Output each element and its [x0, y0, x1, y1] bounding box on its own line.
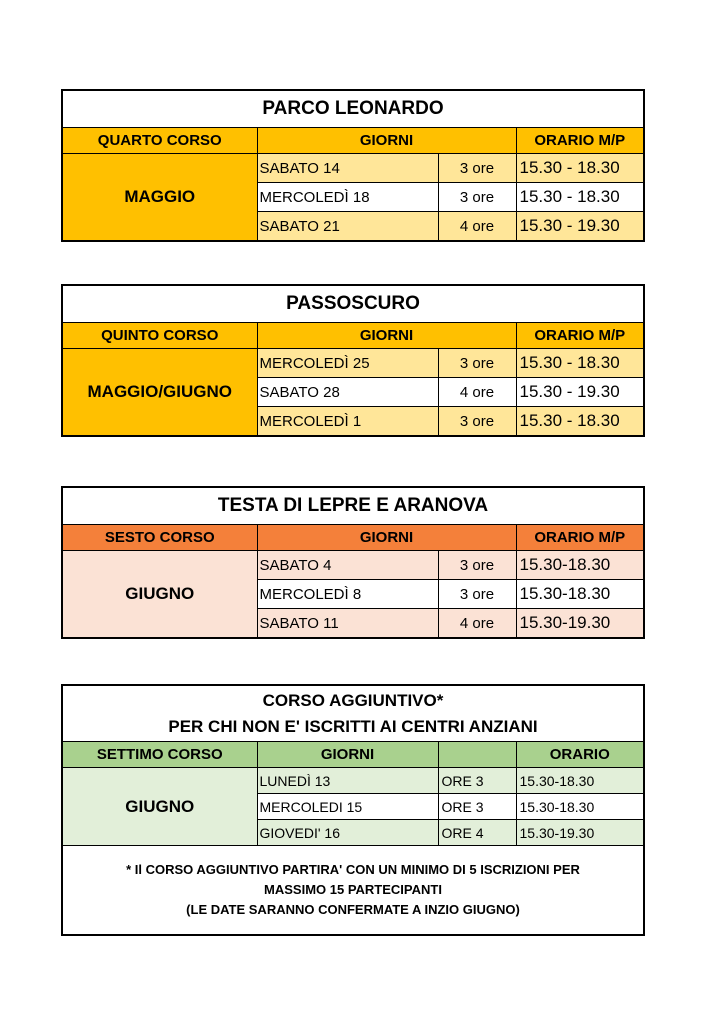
time-header: ORARIO M/P: [516, 128, 644, 154]
schedule-parco-leonardo: [61, 89, 643, 242]
day-cell: MERCOLEDÌ 8: [257, 580, 438, 609]
days-header: GIORNI: [257, 128, 516, 154]
day-cell: SABATO 28: [257, 378, 438, 407]
day-cell: LUNEDÌ 13: [257, 768, 438, 794]
hours-cell: 3 ore: [438, 407, 516, 437]
day-cell: MERCOLEDÌ 1: [257, 407, 438, 437]
hours-cell: ORE 4: [438, 820, 516, 846]
hours-cell: 3 ore: [438, 183, 516, 212]
schedule-testa-di-lepre: [61, 486, 643, 639]
footnote-line-3: (LE DATE SARANNO CONFERMATE A INZIO GIUGNO): [186, 902, 520, 917]
time-header: ORARIO M/P: [516, 323, 644, 349]
schedule-passoscuro: [61, 284, 643, 437]
hours-cell: ORE 3: [438, 794, 516, 820]
time-cell: 15.30 - 19.30: [516, 378, 644, 407]
day-cell: MERCOLEDÌ 18: [257, 183, 438, 212]
title-line-1: CORSO AGGIUNTIVO*: [262, 690, 444, 710]
month-cell: GIUGNO: [62, 768, 257, 846]
course-header: QUARTO CORSO: [62, 128, 257, 154]
hours-header-empty: [438, 742, 516, 768]
footnote-line-1: * Il CORSO AGGIUNTIVO PARTIRA' CON UN MINIMO DI 5 ISCRIZIONI PER: [126, 862, 580, 877]
time-cell: 15.30-18.30: [516, 580, 644, 609]
month-cell: MAGGIO/GIUGNO: [62, 349, 257, 437]
day-cell: MERCOLEDI 15: [257, 794, 438, 820]
time-cell: 15.30 - 18.30: [516, 183, 644, 212]
time-header: ORARIO: [516, 742, 644, 768]
time-cell: 15.30 - 18.30: [516, 407, 644, 437]
hours-cell: 4 ore: [438, 378, 516, 407]
time-cell: 15.30-19.30: [516, 820, 644, 846]
hours-cell: 4 ore: [438, 212, 516, 242]
time-header: ORARIO M/P: [516, 525, 644, 551]
hours-cell: 3 ore: [438, 551, 516, 580]
days-header: GIORNI: [257, 742, 438, 768]
days-header: GIORNI: [257, 525, 516, 551]
day-cell: SABATO 21: [257, 212, 438, 242]
footnote: [62, 846, 644, 936]
course-header: QUINTO CORSO: [62, 323, 257, 349]
section-title: PASSOSCURO: [62, 285, 644, 323]
title-line-2: PER CHI NON E' ISCRITTI AI CENTRI ANZIANI: [168, 716, 538, 736]
time-cell: 15.30 - 18.30: [516, 349, 644, 378]
hours-cell: 3 ore: [438, 154, 516, 183]
hours-cell: 4 ore: [438, 609, 516, 639]
section-title: TESTA DI LEPRE E ARANOVA: [62, 487, 644, 525]
time-cell: 15.30 - 18.30: [516, 154, 644, 183]
footnote-line-2: MASSIMO 15 PARTECIPANTI: [264, 882, 442, 897]
day-cell: MERCOLEDÌ 25: [257, 349, 438, 378]
month-cell: MAGGIO: [62, 154, 257, 242]
course-header: SETTIMO CORSO: [62, 742, 257, 768]
schedule-corso-aggiuntivo: [61, 684, 643, 936]
month-cell: GIUGNO: [62, 551, 257, 639]
hours-cell: 3 ore: [438, 580, 516, 609]
time-cell: 15.30-18.30: [516, 768, 644, 794]
time-cell: 15.30 - 19.30: [516, 212, 644, 242]
days-header: GIORNI: [257, 323, 516, 349]
hours-cell: 3 ore: [438, 349, 516, 378]
time-cell: 15.30-18.30: [516, 794, 644, 820]
section-title: PARCO LEONARDO: [62, 90, 644, 128]
section-title: [62, 685, 644, 742]
day-cell: SABATO 11: [257, 609, 438, 639]
time-cell: 15.30-18.30: [516, 551, 644, 580]
day-cell: SABATO 14: [257, 154, 438, 183]
hours-cell: ORE 3: [438, 768, 516, 794]
course-header: SESTO CORSO: [62, 525, 257, 551]
day-cell: SABATO 4: [257, 551, 438, 580]
time-cell: 15.30-19.30: [516, 609, 644, 639]
day-cell: GIOVEDI' 16: [257, 820, 438, 846]
